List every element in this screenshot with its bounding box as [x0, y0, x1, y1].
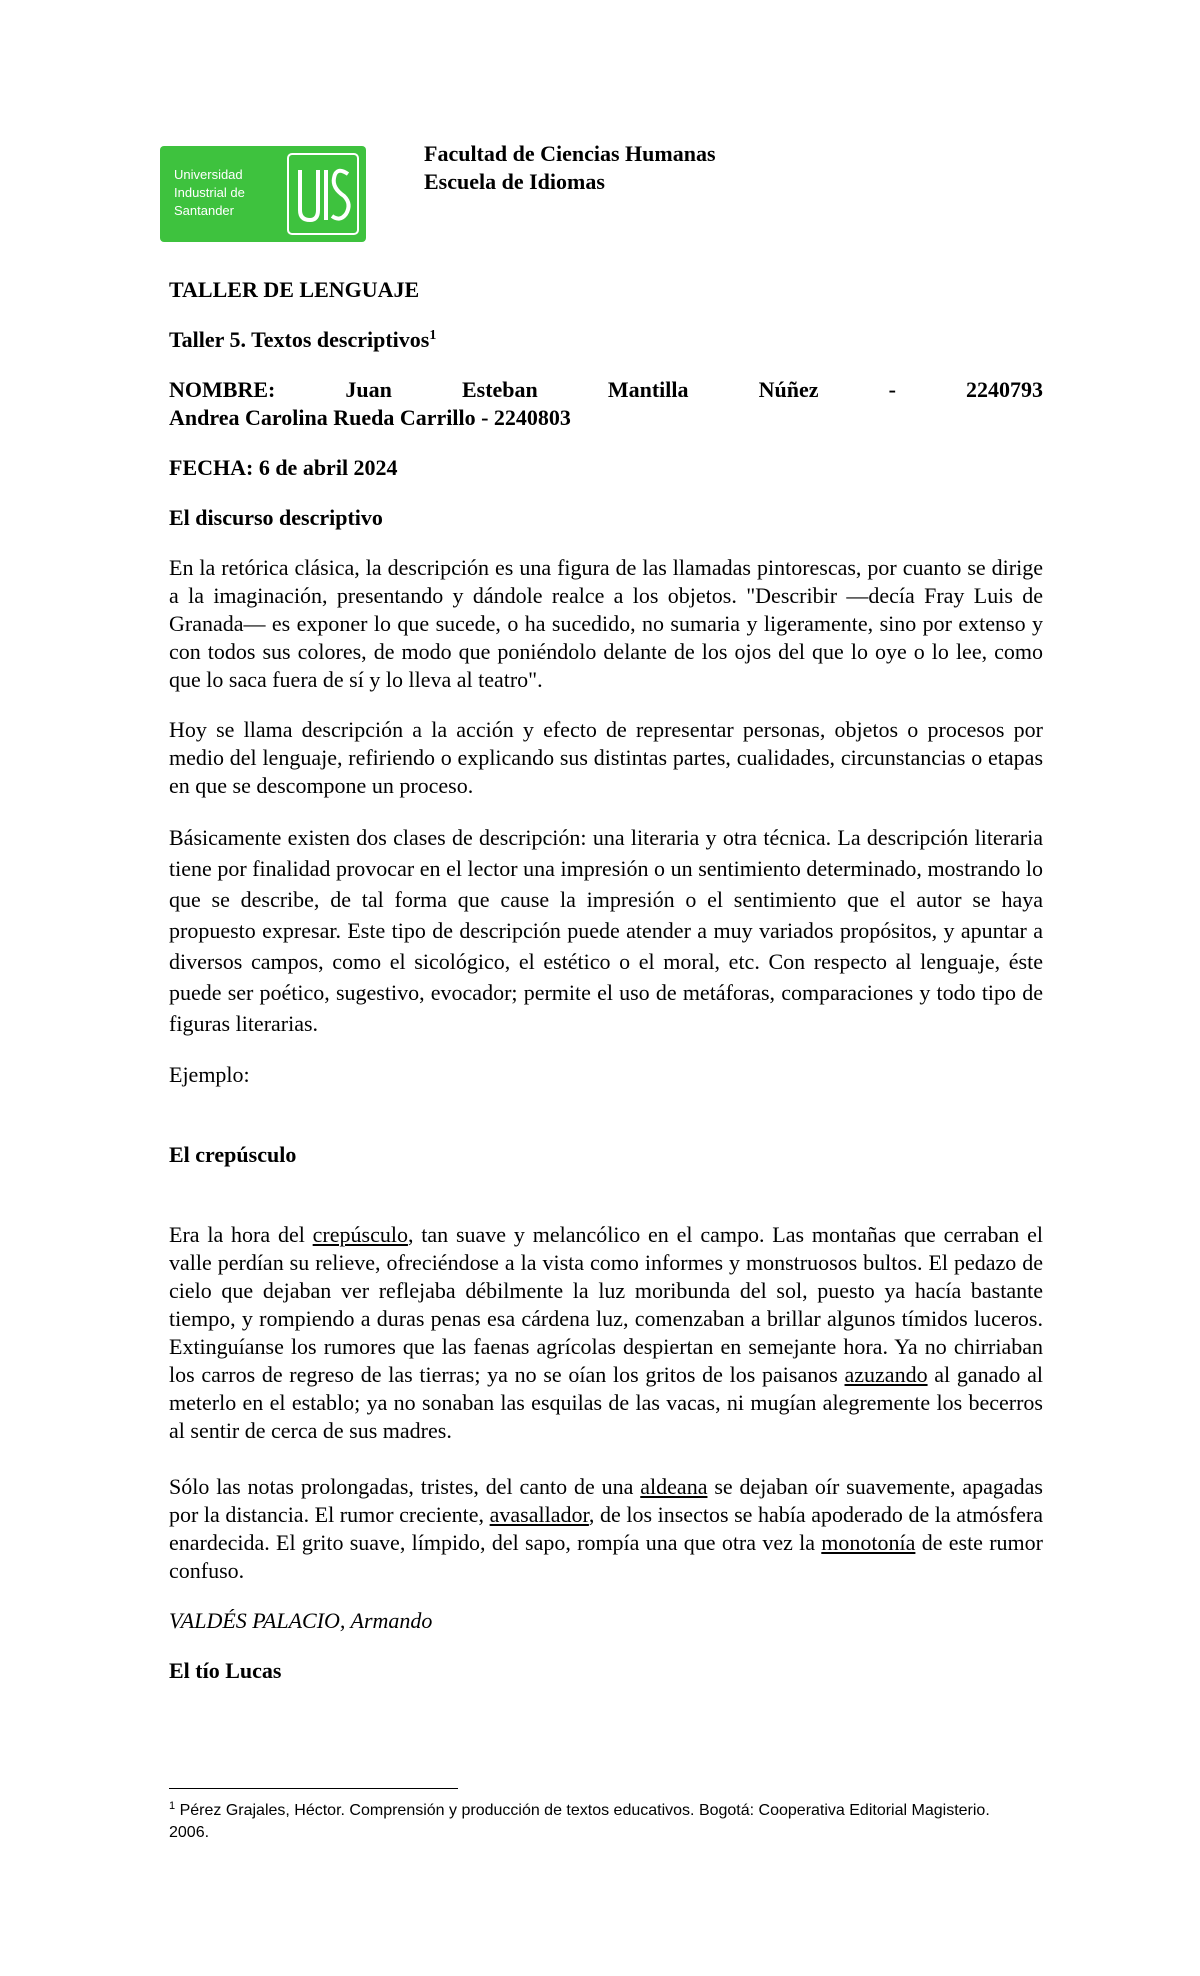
document-title: TALLER DE LENGUAJE — [169, 277, 420, 302]
faculty-name: Facultad de Ciencias Humanas — [424, 141, 716, 166]
footnote-separator — [169, 1788, 458, 1789]
footnote-mark: 1 — [169, 1800, 176, 1812]
text-run: , tan suave y melancólico en el campo. Las montañas que cerraban el valle perdían su relieve, ofreciéndose a la vista como informes y monstruosos bultos. El pedazo de cielo que dejaban ver reflejaba débilmente la luz moribunda del sol, puesto ya hacía bastante tiempo, y rompiendo a duras penas esa cárdena luz, comenzaban a brillar algunos tímidos luceros. Extinguíanse los rumores que las faenas agrícolas despiertan en semejante hora. Ya no chirriaban los carros de regreso de las tierras; ya no se oían los gritos de los paisanos — [169, 1222, 1043, 1387]
text-run: al ganado al meterlo en el establo; ya no sonaban las esquilas de las vacas, ni mugían alegremente los becerros al sentir de cerca de sus madres. — [169, 1362, 1043, 1443]
section-heading-tio-lucas: El tío Lucas — [169, 1658, 282, 1683]
paragraph-definicion: Hoy se llama descripción a la acción y efecto de representar personas, objetos o procesos por medio del lenguaje, refiriendo o explicando sus distintas partes, cualidades, circunstancias o etapas en que se descompone un proceso. — [169, 717, 1043, 798]
logo-line-2: Industrial de — [174, 185, 245, 200]
date-line: FECHA: 6 de abril 2024 — [169, 455, 398, 480]
paragraph-crepusculo-1 — [169, 1221, 1043, 1445]
text-run: de este rumor confuso. — [169, 1530, 1043, 1583]
text-run: , de los insectos se había apoderado de la atmósfera enardecida. El grito suave, límpido, del sapo, rompía una que otra vez la — [169, 1502, 1043, 1555]
institution-header — [424, 140, 716, 196]
document-body — [169, 276, 1043, 1685]
uis-monogram-icon — [286, 152, 360, 236]
paragraph-retorica: En la retórica clásica, la descripción es una figura de las llamadas pintorescas, por cuanto se dirige a la imaginación, presentando y dándole realce a los objetos. "Describir —decía Fray Luis de Granada— es exponer lo que sucede, o ha sucedido, no sumaria y ligeramente, sino por extenso y con todos sus colores, de modo que poniéndolo delante de los ojos del que lo oye o lo lee, como que lo saca fuera de sí y lo lleva al teatro". — [169, 555, 1043, 692]
paragraph-crepusculo-2 — [169, 1473, 1043, 1585]
logo-line-3: Santander — [174, 203, 234, 218]
underlined-word-aldeana: aldeana — [640, 1474, 708, 1499]
university-logo — [160, 146, 366, 242]
author-attribution: VALDÉS PALACIO, Armando — [169, 1608, 433, 1633]
underlined-word-avasallador: avasallador — [489, 1502, 589, 1527]
underlined-word-azuzando: azuzando — [844, 1362, 928, 1387]
example-label: Ejemplo: — [169, 1062, 250, 1087]
section-heading-discurso: El discurso descriptivo — [169, 505, 383, 530]
student-name-line-1: NOMBRE: Juan Esteban Mantilla Núñez - 2240793 — [169, 377, 1043, 402]
logo-text — [174, 166, 286, 220]
footnote — [169, 1800, 1029, 1844]
text-run: se dejaban oír suavemente, apagadas por la distancia. El rumor creciente, — [169, 1474, 1043, 1527]
text-run: Sólo las notas prolongadas, tristes, del canto de una — [169, 1474, 641, 1499]
student-name-line-2: Andrea Carolina Rueda Carrillo - 2240803 — [169, 405, 571, 430]
subtitle-text: Taller 5. Textos descriptivos — [169, 327, 430, 352]
underlined-word-monotonia: monotonía — [821, 1530, 916, 1555]
text-run: Era la hora del — [169, 1222, 313, 1247]
footnote-reference: 1 — [429, 328, 437, 343]
footnote-text: Pérez Grajales, Héctor. Comprensión y producción de textos educativos. Bogotá: Cooperativa Editorial Magisterio. 2006. — [169, 1802, 990, 1841]
workshop-subtitle — [169, 326, 1043, 354]
school-name: Escuela de Idiomas — [424, 169, 605, 194]
paragraph-clases: Básicamente existen dos clases de descripción: una literaria y otra técnica. La descripción literaria tiene por finalidad provocar en el lector una impresión o un sentimiento determinado, mostrando lo que se describe, de tal forma que cause la impresión o el sentimiento que el autor se haya propuesto expresar. Este tipo de descripción puede atender a muy variados propósitos, y apuntar a diversos campos, como el sicológico, el estético o el moral, etc. Con respecto al lenguaje, éste puede ser poético, sugestivo, evocador; permite el uso de metáforas, comparaciones y todo tipo de figuras literarias. — [169, 825, 1043, 1036]
underlined-word-crepusculo: crepúsculo — [312, 1222, 408, 1247]
logo-line-1: Universidad — [174, 167, 243, 182]
section-heading-crepusculo: El crepúsculo — [169, 1142, 297, 1167]
